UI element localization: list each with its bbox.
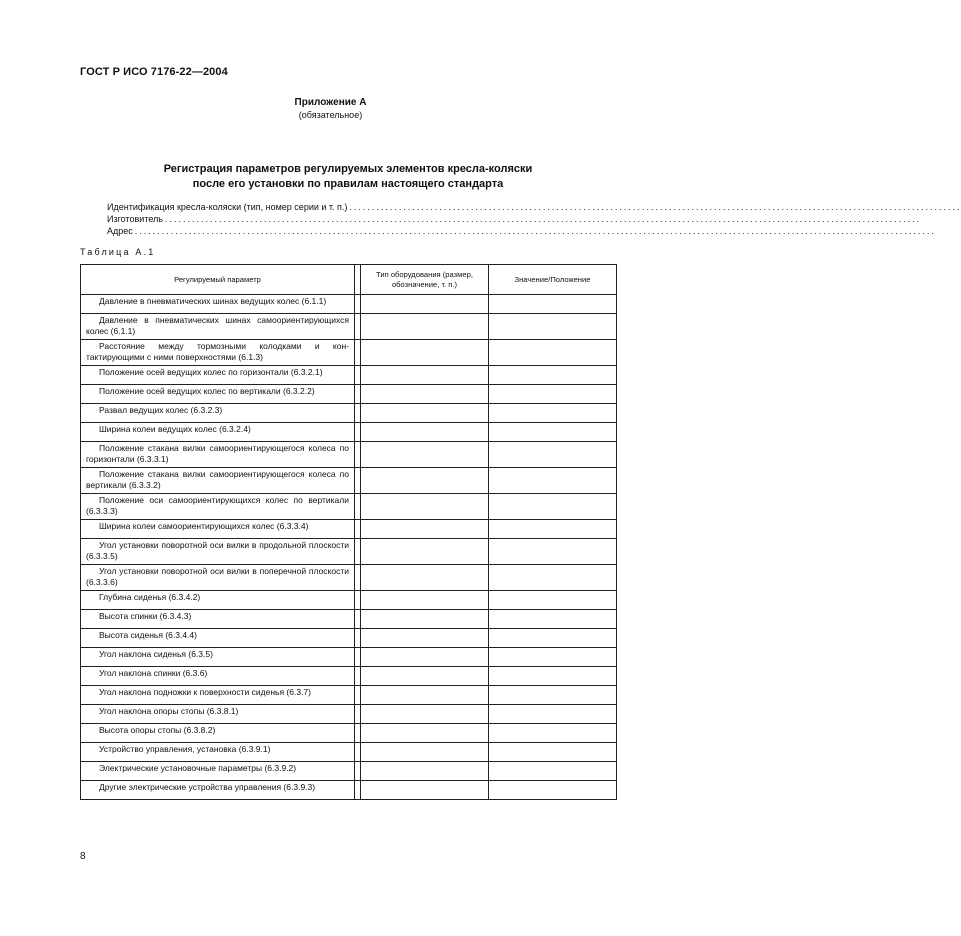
equipment-cell (361, 667, 489, 686)
table-caption: Таблица А.1 (80, 247, 156, 257)
field-label: Адрес (107, 226, 133, 236)
value-cell (489, 686, 617, 705)
table-row (81, 705, 617, 724)
header-value: Значение/Положение (489, 265, 617, 295)
table-row (81, 340, 617, 366)
value-cell (489, 667, 617, 686)
field-label: Изготовитель (107, 214, 163, 224)
equipment-cell (361, 442, 489, 468)
value-cell (489, 340, 617, 366)
value-cell (489, 366, 617, 385)
equipment-cell (361, 295, 489, 314)
equipment-cell (361, 705, 489, 724)
appendix-title: Приложение А (294, 97, 367, 108)
equipment-cell (361, 539, 489, 565)
wheelchair-identification-field (107, 201, 961, 213)
parameter-cell (81, 565, 355, 591)
value-cell (489, 565, 617, 591)
value-cell (489, 648, 617, 667)
table-row (81, 314, 617, 340)
table-row (81, 610, 617, 629)
parameter-text: Угол установки поворотной оси вилки в поперечной плоскости (6.3.3.6) (86, 566, 349, 587)
equipment-cell (361, 762, 489, 781)
parameter-cell (81, 762, 355, 781)
value-cell (489, 494, 617, 520)
parameter-text: Другие электрические устройства управления (6.3.9.3) (99, 782, 316, 792)
value-cell (489, 610, 617, 629)
equipment-cell (361, 340, 489, 366)
parameter-cell (81, 442, 355, 468)
table-row (81, 565, 617, 591)
header-param: Регулируемый параметр (81, 265, 355, 295)
equipment-cell (361, 724, 489, 743)
table-row (81, 686, 617, 705)
parameter-text: Высота опоры стопы (6.3.8.2) (99, 725, 216, 735)
parameter-text: Развал ведущих колес (6.3.2.3) (99, 405, 223, 415)
parameter-cell (81, 385, 355, 404)
table-row (81, 724, 617, 743)
parameter-cell (81, 705, 355, 724)
page-number: 8 (80, 851, 86, 862)
parameter-cell (81, 539, 355, 565)
parameter-text: Ширина колеи ведущих колес (6.3.2.4) (99, 424, 251, 434)
fill-line: ........................................................................................................................................ (349, 202, 961, 212)
table-row (81, 385, 617, 404)
value-cell (489, 468, 617, 494)
address-field (107, 225, 936, 237)
table-row (81, 468, 617, 494)
parameter-cell (81, 724, 355, 743)
value-cell (489, 743, 617, 762)
value-cell (489, 423, 617, 442)
table-row (81, 629, 617, 648)
manufacturer-field (107, 213, 922, 225)
value-cell (489, 442, 617, 468)
parameter-text: Глубина сиденья (6.3.4.2) (99, 592, 201, 602)
table-row (81, 667, 617, 686)
field-label: Идентификация кресла-коляски (тип, номер серии и т. п.) (107, 202, 348, 212)
parameter-cell (81, 295, 355, 314)
parameter-cell (81, 686, 355, 705)
equipment-cell (361, 648, 489, 667)
parameter-text: Положение осей ведущих колес по вертикали (6.3.2.2) (99, 386, 315, 396)
parameter-text: Устройство управления, установка (6.3.9.1) (99, 744, 271, 754)
table-row (81, 591, 617, 610)
parameter-cell (81, 610, 355, 629)
parameter-text: Электрические установочные параметры (6.3.9.2) (99, 763, 297, 773)
value-cell (489, 629, 617, 648)
parameter-text: Угол наклона опоры стопы (6.3.8.1) (99, 706, 239, 716)
equipment-cell (361, 366, 489, 385)
fill-line: .................................................................................................................................................................................. (134, 226, 936, 236)
equipment-cell (361, 314, 489, 340)
parameter-cell (81, 314, 355, 340)
equipment-cell (361, 610, 489, 629)
value-cell (489, 385, 617, 404)
value-cell (489, 539, 617, 565)
equipment-cell (361, 629, 489, 648)
value-cell (489, 295, 617, 314)
parameter-cell (81, 667, 355, 686)
parameter-cell (81, 494, 355, 520)
value-cell (489, 781, 617, 800)
parameter-text: Положение осей ведущих колес по горизонтали (6.3.2.1) (99, 367, 323, 377)
table-row (81, 520, 617, 539)
value-cell (489, 314, 617, 340)
table-row (81, 781, 617, 800)
parameter-text: Угол наклона спинки (6.3.6) (99, 668, 208, 678)
equipment-cell (361, 520, 489, 539)
equipment-cell (361, 385, 489, 404)
equipment-cell (361, 423, 489, 442)
parameter-text: Положение оси самоориентирующихся колес по вертикали (6.3.3.3) (86, 495, 349, 516)
parameter-cell (81, 520, 355, 539)
header-equipment: Тип оборудования (размер, обозначение, т. п.) (361, 265, 489, 295)
parameter-text: Угол наклона сиденья (6.3.5) (99, 649, 213, 659)
parameter-text: Высота спинки (6.3.4.3) (99, 611, 192, 621)
equipment-cell (361, 404, 489, 423)
value-cell (489, 705, 617, 724)
parameter-text: Угол наклона подножки к поверхности сиденья (6.3.7) (99, 687, 311, 697)
appendix-subtitle: (обязательное) (298, 110, 363, 120)
equipment-cell (361, 468, 489, 494)
parameter-text: Ширина колеи самоориентирующихся колес (6.3.3.4) (99, 521, 309, 531)
parameter-text: Положение стакана вилки самоориентирующегося колеса по вертикали (6.3.3.2) (86, 469, 349, 490)
table-row (81, 366, 617, 385)
parameter-cell (81, 591, 355, 610)
parameter-cell (81, 404, 355, 423)
equipment-cell (361, 565, 489, 591)
parameter-text: Расстояние между тормозными колодками и контактирующими с ними поверхностями (6.1.3) (86, 341, 349, 362)
parameter-cell (81, 340, 355, 366)
table-row (81, 539, 617, 565)
fill-line: ........................................................................................................................................................................ (165, 214, 922, 224)
table-row (81, 404, 617, 423)
equipment-cell (361, 781, 489, 800)
equipment-cell (361, 494, 489, 520)
table-row (81, 442, 617, 468)
table-header-row (81, 265, 617, 295)
parameter-text: Высота сиденья (6.3.4.4) (99, 630, 197, 640)
parameter-cell (81, 781, 355, 800)
equipment-cell (361, 686, 489, 705)
parameter-cell (81, 366, 355, 385)
section-heading-line-2: после его установки по правилам настоящего стандарта (192, 178, 504, 190)
section-heading-line-1: Регистрация параметров регулируемых элементов кресла-коляски (163, 163, 533, 175)
value-cell (489, 404, 617, 423)
equipment-cell (361, 591, 489, 610)
table-row (81, 762, 617, 781)
parameter-cell (81, 468, 355, 494)
table-row (81, 494, 617, 520)
parameter-text: Положение стакана вилки самоориентирующегося колеса по горизонтали (6.3.3.1) (86, 443, 349, 464)
table-row (81, 295, 617, 314)
document-code: ГОСТ Р ИСО 7176-22—2004 (80, 66, 228, 78)
value-cell (489, 591, 617, 610)
parameter-text: Давление в пневматических шинах самоориентирующихся колес (6.1.1) (86, 315, 349, 336)
table-row (81, 423, 617, 442)
value-cell (489, 520, 617, 539)
parameter-cell (81, 629, 355, 648)
table-row (81, 648, 617, 667)
parameter-cell (81, 743, 355, 762)
parameters-table (80, 264, 617, 800)
value-cell (489, 762, 617, 781)
table-row (81, 743, 617, 762)
value-cell (489, 724, 617, 743)
parameter-text: Давление в пневматических шинах ведущих колес (6.1.1) (99, 296, 327, 306)
equipment-cell (361, 743, 489, 762)
parameter-text: Угол установки поворотной оси вилки в продольной плоскости (6.3.3.5) (86, 540, 349, 561)
parameter-cell (81, 648, 355, 667)
parameter-cell (81, 423, 355, 442)
